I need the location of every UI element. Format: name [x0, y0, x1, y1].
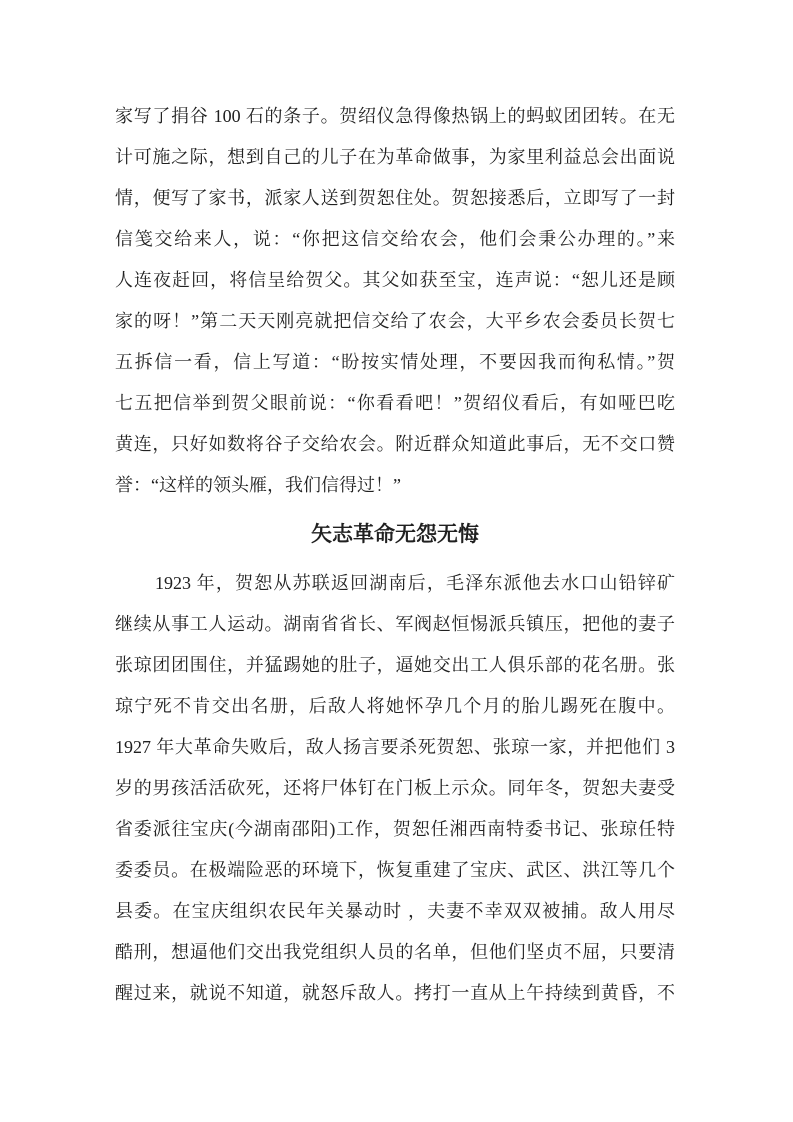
text-line: 情，便写了家书，派家人送到贺恕住处。贺恕接悉后，立即写了一封 [115, 188, 675, 208]
text-line: 省委派往宝庆(今湖南邵阳)工作，贺恕任湘西南特委书记、张琼任特 [115, 819, 675, 839]
paragraph-2 [115, 563, 675, 1014]
section-heading: 矢志革命无怨无悔 [311, 522, 479, 546]
text-line: 酷刑，想逼他们交出我党组织人员的名单，但他们坚贞不屈，只要清 [115, 942, 675, 962]
text-line: 计可施之际，想到自己的儿子在为革命做事，为家里利益总会出面说 [115, 147, 675, 167]
text-line: 醒过来，就说不知道，就怒斥敌人。拷打一直从上午持续到黄昏，不 [115, 983, 675, 1003]
text-line: 1923 年，贺恕从苏联返回湖南后，毛泽东派他去水口山铅锌矿 [155, 573, 675, 593]
paragraph-1 [115, 96, 675, 506]
text-line: 家的呀！”第二天天刚亮就把信交给了农会，大平乡农会委员长贺七 [115, 311, 675, 331]
text-line: 委委员。在极端险恶的环境下，恢复重建了宝庆、武区、洪江等几个 [115, 860, 675, 880]
text-line: 信笺交给来人，说：“你把这信交给农会，他们会秉公办理的。”来 [115, 229, 675, 249]
text-line: 黄连，只好如数将谷子交给农会。附近群众知道此事后，无不交口赞 [115, 434, 675, 454]
text-line: 继续从事工人运动。湖南省省长、军阀赵恒惕派兵镇压，把他的妻子 [115, 614, 675, 634]
text-line: 琼宁死不肯交出名册，后敌人将她怀孕几个月的胎儿踢死在腹中。 [115, 696, 675, 716]
text-line: 1927 年大革命失败后，敌人扬言要杀死贺恕、张琼一家，并把他们 3 [115, 737, 675, 757]
text-line: 七五把信举到贺父眼前说：“你看看吧！”贺绍仪看后，有如哑巴吃 [115, 393, 675, 413]
text-line: 张琼团团围住，并猛踢她的肚子，逼她交出工人俱乐部的花名册。张 [115, 655, 675, 675]
text-line: 岁的男孩活活砍死，还将尸体钉在门板上示众。同年冬，贺恕夫妻受 [115, 778, 675, 798]
text-line: 县委。在宝庆组织农民年关暴动时 ，夫妻不幸双双被捕。敌人用尽 [115, 901, 675, 921]
text-line: 五拆信一看，信上写道：“盼按实情处理，不要因我而徇私情。”贺 [115, 352, 675, 372]
text-line: 家写了捐谷 100 石的条子。贺绍仪急得像热锅上的蚂蚁团团转。在无 [115, 106, 675, 126]
text-line: 誉：“这样的领头雁，我们信得过！” [115, 475, 401, 495]
text-line: 人连夜赶回，将信呈给贺父。其父如获至宝，连声说：“恕儿还是顾 [115, 270, 675, 290]
